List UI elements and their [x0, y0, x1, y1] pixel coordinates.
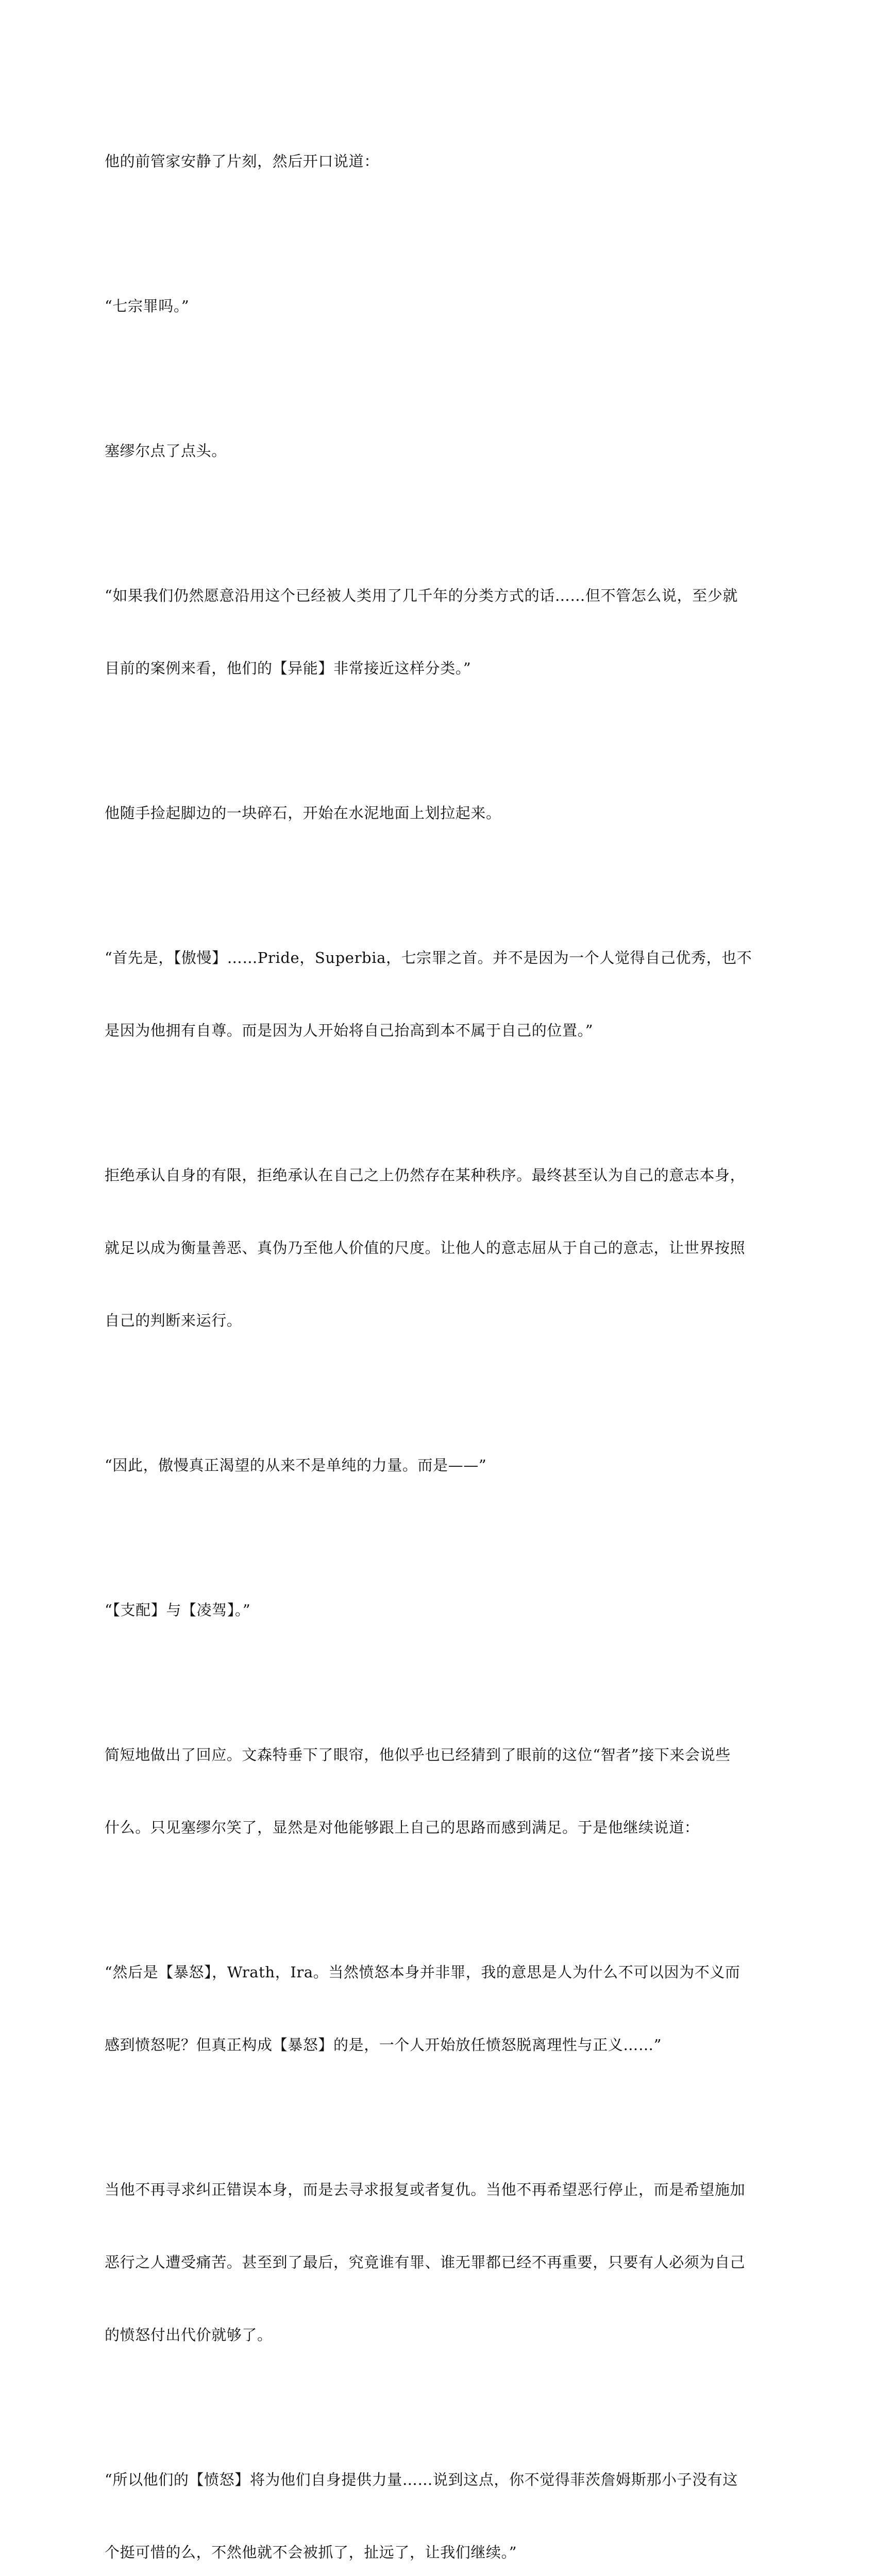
text-line: 他随手捡起脚边的一块碎石，开始在水泥地面上划拉起来。: [105, 804, 501, 822]
paragraph-2: [105, 246, 774, 367]
text-line: 是因为他拥有自尊。而是因为人开始将自己抬高到本不属于自己的位置。”: [105, 1022, 594, 1039]
text-line: 当他不再寻求纠正错误本身，而是去寻求报复或者复仇。当他不再希望恶行停止，而是希望施加: [105, 2181, 746, 2198]
text-line: “如果我们仍然愿意沿用这个已经被人类用了几千年的分类方式的话……但不管怎么说，至少就: [105, 587, 738, 604]
paragraph-13: [105, 2419, 774, 2576]
text-line: 什么。只见塞缪尔笑了，显然是对他能够跟上自己的思路而感到满足。于是他继续说道：: [105, 1819, 700, 1836]
text-line: 恶行之人遭受痛苦。甚至到了最后，究竟谁有罪、谁无罪都已经不再重要，只要有人必须为自己: [105, 2253, 746, 2271]
paragraph-6: [105, 897, 774, 1091]
paragraph-4: [105, 535, 774, 729]
paragraph-5: [105, 753, 774, 874]
text-line: “因此，傲慢真正渴望的从来不是单纯的力量。而是——”: [105, 1456, 487, 1474]
paragraph-8: [105, 1405, 774, 1526]
text-line: 简短地做出了回应。文森特垂下了眼帘，他似乎也已经猜到了眼前的这位“智者”接下来会说些: [105, 1746, 731, 1764]
text-line: 就足以成为衡量善恶、真伪乃至他人价值的尺度。让他人的意志屈从于自己的意志，让世界按照: [105, 1239, 746, 1257]
paragraph-7: [105, 1115, 774, 1381]
text-line: 个挺可惜的么，不然他就不会被抓了，扯远了，让我们继续。”: [105, 2544, 517, 2561]
text-line: 他的前管家安静了片刻，然后开口说道：: [105, 152, 379, 170]
text-line: “所以他们的【愤怒】将为他们自身提供力量……说到这点，你不觉得菲茨詹姆斯那小子没有这: [105, 2471, 738, 2488]
document-body: [105, 101, 774, 2576]
paragraph-3: [105, 391, 774, 512]
text-line: 自己的判断来运行。: [105, 1312, 242, 1329]
text-line: “【支配】与【凌驾】。”: [105, 1601, 251, 1619]
text-line: 目前的案例来看，他们的【异能】非常接近这样分类。”: [105, 659, 471, 677]
text-line: 塞缪尔点了点头。: [105, 442, 227, 460]
paragraph-11: [105, 1912, 774, 2106]
paragraph-1: [105, 101, 774, 222]
paragraph-10: [105, 1694, 774, 1888]
text-line: “七宗罪吗。”: [105, 297, 190, 315]
text-line: 的愤怒付出代价就够了。: [105, 2326, 273, 2344]
paragraph-9: [105, 1550, 774, 1671]
text-line: 拒绝承认自身的有限，拒绝承认在自己之上仍然存在某种秩序。最终甚至认为自己的意志本身，: [105, 1166, 746, 1184]
text-line: “然后是【暴怒】，Wrath，Ira。当然愤怒本身并非罪，我的意思是人为什么不可以因为不义而: [105, 1963, 740, 1981]
text-line: “首先是，【傲慢】……Pride，Superbia，七宗罪之首。并不是因为一个人觉得自己优秀，也不: [105, 949, 752, 967]
text-line: 感到愤怒呢？但真正构成【暴怒】的是，一个人开始放任愤怒脱离理性与正义……”: [105, 2036, 662, 2054]
paragraph-12: [105, 2129, 774, 2396]
